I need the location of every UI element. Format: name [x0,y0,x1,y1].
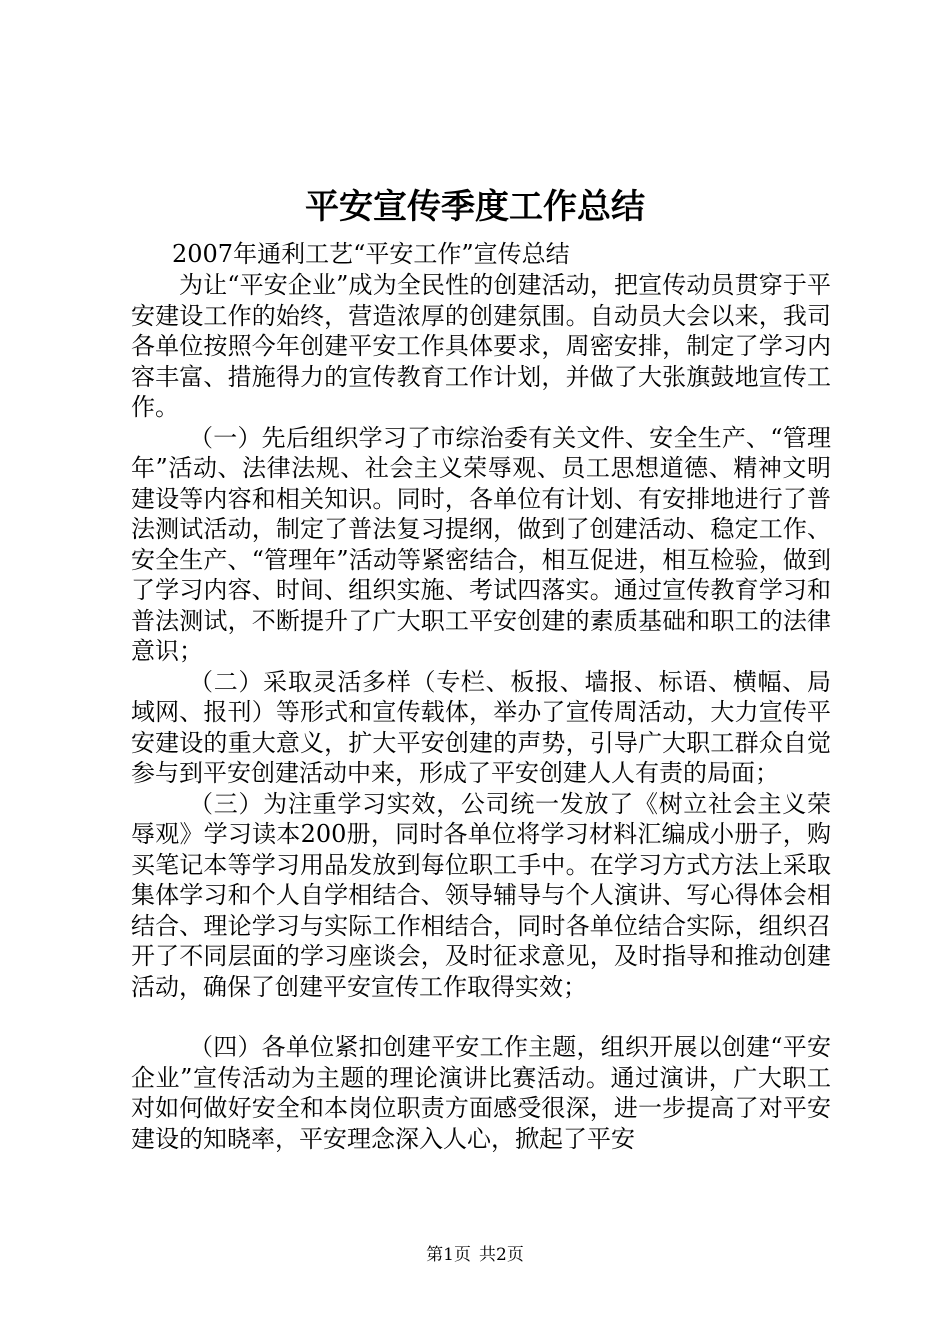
document-subtitle: 2007年通利工艺“平安工作”宣传总结 [172,240,570,268]
document-body [131,270,831,1154]
paragraph-section-1: （一）先后组织学习了市综治委有关文件、安全生产、“管理年”活动、法律法规、社会主义荣辱观、员工思想道德、精神文明建设等内容和相关知识。同时，各单位有计划、有安排地进行了普法测试活动，制定了普法复习提纲，做到了创建活动、稳定工作、安全生产、“管理年”活动等紧密结合，相互促进，相互检验，做到了学习内容、时间、组织实施、考试四落实。通过宣传教育学习和普法测试，不断提升了广大职工平安创建的素质基础和职工的法律意识； [131,423,831,665]
paragraph-intro: 为让“平安企业”成为全民性的创建活动，把宣传动员贯穿于平安建设工作的始终，营造浓厚的创建氛围。自动员大会以来，我司各单位按照今年创建平安工作具体要求，周密安排，制定了学习内容丰富、措施得力的宣传教育工作计划，并做了大张旗鼓地宣传工作。 [131,271,831,421]
page-footer [0,1243,950,1267]
paragraph-section-4: （四）各单位紧扣创建平安工作主题，组织开展以创建“平安企业”宣传活动为主题的理论演讲比赛活动。通过演讲，广大职工对如何做好安全和本岗位职责方面感受很深，进一步提高了对平安建设的知晓率，平安理念深入人心，掀起了平安 [131,1033,831,1153]
paragraph-section-2: （二）采取灵活多样（专栏、板报、墙报、标语、横幅、局域网、报刊）等形式和宣传载体，举办了宣传周活动，大力宣传平安建设的重大意义，扩大平安创建的声势，引导广大职工群众自觉参与到平安创建活动中来，形成了平安创建人人有责的局面； [131,667,831,787]
page-number: 第1页 [426,1245,471,1265]
document-title: 平安宣传季度工作总结 [305,187,645,227]
page-total: 共2页 [479,1245,524,1265]
paragraph-section-3: （三）为注重学习实效，公司统一发放了《树立社会主义荣辱观》学习读本200册，同时各单位将学习材料汇编成小册子，购买笔记本等学习用品发放到每位职工手中。在学习方式方法上采取集体学习和个人自学相结合、领导辅导与个人演讲、写心得体会相结合、理论学习与实际工作相结合，同时各单位结合实际，组织召开了不同层面的学习座谈会，及时征求意见，及时指导和推动创建活动，确保了创建平安宣传工作取得实效； [131,789,831,1001]
